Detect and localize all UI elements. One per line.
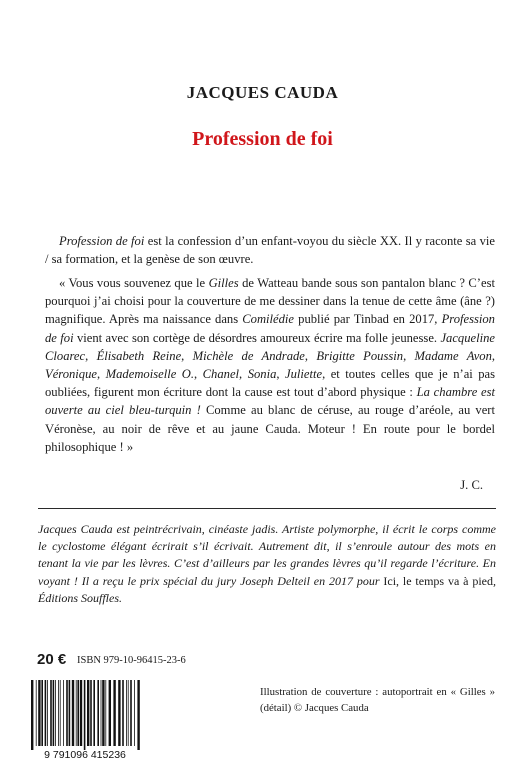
- barcode-bar: [47, 680, 48, 746]
- barcode-bar: [134, 680, 135, 746]
- paragraph2-run-0: « Vous vous souvenez que le: [59, 276, 209, 290]
- paragraph2-run-13: Brigitte Poussin: [316, 348, 404, 363]
- paragraph2-run-12: ,: [304, 348, 317, 363]
- paragraph2-run-4: publié par Tinbad en 2017,: [294, 312, 442, 327]
- summary-paragraph: [45, 232, 495, 268]
- paragraph2-run-6: vient avec son cortège de désordres amoureux écrire ma folle jeunesse.: [73, 330, 441, 345]
- paragraph2-run-10: ,: [181, 348, 193, 363]
- barcode-bar: [50, 680, 52, 746]
- barcode-bar: [38, 680, 40, 746]
- barcode-bar: [118, 680, 120, 746]
- paragraph2-run-3: Comilédie: [242, 312, 295, 327]
- barcode-bar: [55, 680, 56, 746]
- quote-signature: J. C.: [460, 478, 483, 492]
- paragraph2-run-8: ,: [85, 348, 97, 363]
- paragraph2-run-28: Comme au blanc de céruse, au rouge d’aréole, au vert Véronèse, au noir de rêve et au jaune Cauda. Moteur ! En route pour le bordel philosophique ! »: [45, 403, 495, 454]
- barcode-bar: [60, 680, 61, 746]
- paragraph1-run-1: est la confession d’un enfant-voyou du siècle XX. Il y raconte sa vie / sa formation, et la genèse de son œuvre.: [45, 234, 495, 267]
- paragraph2-run-19: Mademoiselle O.: [105, 367, 195, 382]
- paragraph1-run-0: Profession de foi: [59, 234, 145, 248]
- divider: [38, 508, 496, 509]
- barcode-bar: [41, 680, 43, 746]
- paragraph2-run-27: La chambre est ouverte au ciel bleu-turquin !: [45, 385, 495, 418]
- barcode-bar: [130, 680, 132, 746]
- bio-run-1: Ici, le temps va à pied: [383, 573, 493, 588]
- bio-run-2: , Éditions Souffles.: [38, 573, 496, 605]
- barcode-bar: [58, 680, 59, 746]
- barcode: [25, 678, 145, 760]
- paragraph2-run-5: Profession de foi: [45, 312, 495, 345]
- paragraph2-run-2: de Watteau bande sous son pantalon blanc ? C’est pourquoi j’ai choisi pour la couverture de me dessiner dans la tenue de cette âme (âne ?) magnifique. Après ma naissance dans: [45, 276, 495, 327]
- paragraph2-run-26: , et toutes celles que je n’ai pas oubliées, figurent mon écriture dont la cause est tout d’abord physique :: [45, 367, 496, 400]
- paragraph2-run-11: Michèle de Andrade: [192, 348, 305, 363]
- paragraph2-run-22: ,: [239, 367, 248, 382]
- barcode-bar: [101, 680, 102, 746]
- barcode-bar: [80, 680, 82, 746]
- bio-run-0: Jacques Cauda est peintrécrivain, cinéaste jadis. Artiste polymorphe, il écrit le corps comme le cyclostome élégant écrirait s’il écrivait. Autrement dit, il s’enroule autour des mots en tenant la vie par les lèvres. C’est d’ailleurs par les grandes lèvres qu’il regarde l’écriture. En voyant ! Il a reçu le prix spécial du jury Joseph Delteil en 2017 pour: [38, 522, 496, 588]
- barcode-bar: [122, 680, 124, 746]
- barcode-bar: [109, 680, 111, 746]
- barcode-bar: [72, 680, 74, 746]
- barcode-bar: [102, 680, 104, 746]
- barcode-bar: [128, 680, 129, 746]
- paragraph2-run-17: Véronique: [45, 367, 97, 382]
- paragraph2-run-21: Chanel: [202, 367, 240, 382]
- barcode-bar: [63, 680, 64, 746]
- paragraph2-run-24: ,: [276, 367, 286, 382]
- barcode-bars: [31, 680, 140, 750]
- isbn: ISBN 979-10-96415-23-6: [77, 655, 186, 666]
- barcode-bar: [84, 680, 86, 750]
- barcode-bar: [97, 680, 99, 746]
- barcode-bar: [93, 680, 95, 746]
- barcode-bar: [31, 680, 33, 750]
- barcode-bar: [137, 680, 139, 750]
- paragraph2-run-20: ,: [194, 367, 203, 382]
- paragraph2-run-1: Gilles: [208, 276, 239, 290]
- paragraph2-run-25: Juliette: [285, 367, 323, 382]
- barcode-bar: [113, 680, 115, 746]
- barcode-bar: [87, 680, 89, 746]
- barcode-bar: [76, 680, 77, 746]
- paragraph2-run-7: Jacqueline Cloarec: [45, 330, 495, 363]
- paragraph2-run-9: Élisabeth Reine: [96, 348, 182, 363]
- barcode-bar: [45, 680, 47, 746]
- barcode-bar: [105, 680, 106, 746]
- price: 20 €: [37, 651, 67, 668]
- barcode-bar: [36, 680, 37, 746]
- barcode-bar: [90, 680, 92, 746]
- paragraph2-run-23: Sonia: [247, 367, 277, 382]
- barcode-digits: 9 791096 415236: [44, 749, 126, 760]
- barcode-bar: [77, 680, 79, 746]
- paragraph2-run-18: ,: [97, 367, 106, 382]
- author-name: JACQUES CAUDA: [186, 83, 339, 102]
- author-bio: [38, 521, 496, 607]
- barcode-bar: [53, 680, 55, 746]
- quote-paragraph: [45, 274, 495, 456]
- cover-credit: Illustration de couverture : autoportrait en « Gilles » (détail) © Jacques Cauda: [260, 686, 495, 714]
- barcode-bar: [66, 680, 68, 746]
- paragraph2-run-14: ,: [403, 348, 415, 363]
- barcode-bar: [69, 680, 71, 746]
- barcode-bar: [126, 680, 127, 746]
- paragraph2-run-15: Madame Avon: [414, 348, 492, 363]
- book-title: Profession de foi: [192, 128, 333, 150]
- paragraph2-run-16: ,: [491, 348, 496, 363]
